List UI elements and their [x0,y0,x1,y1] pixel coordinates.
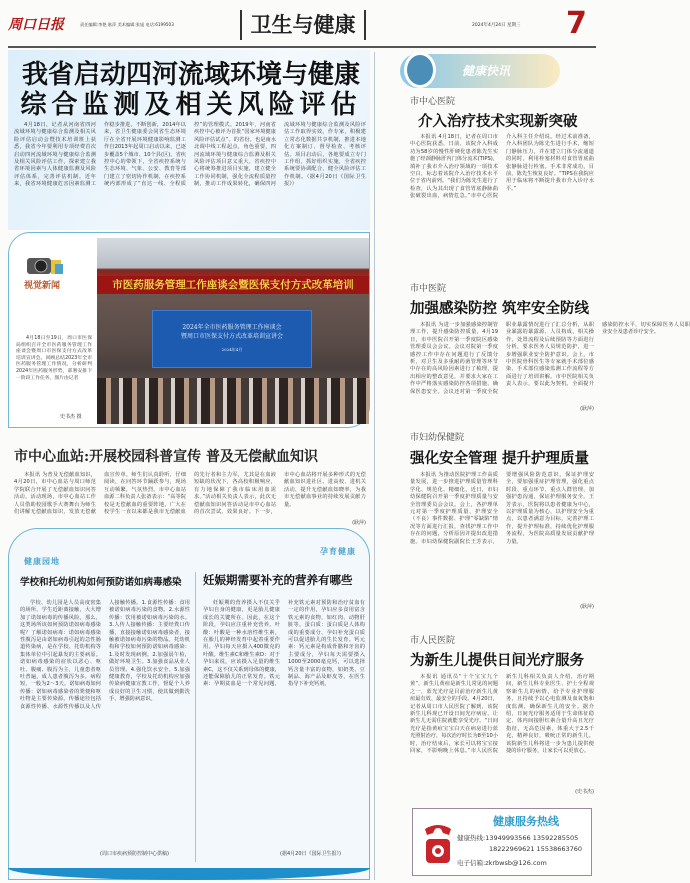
hospital-label: 市人民医院 [410,636,456,646]
hotline-email-label: 电子信箱: [457,859,486,867]
news-author: (耿萍) [580,406,594,412]
hotline-title: 健康服务热线 [493,815,559,828]
editor-credits: 责任编辑:李艳 耿萍 美术编辑:张旭 电话:6199503 [80,22,174,27]
blood-station-headline: 市中心血站:开展校园科普宣传 普及无偿献血知识 [14,449,319,465]
news-body: 本报讯 4月18日，记者在周口市中心医院获悉，日前，该院介入科成功为58岁的慢性肝硬化患者陈先生实施了经颈静脉肝内门体分流术(TIPS)，填补了我市介入治疗领域的一项技术空白，标志着该院介入治疗技术水平位于省内前列。“我们为陈先生进行了检查，认为其出现了食管胃底静脉曲张破裂出血，病情危急。”市中心医院介入科主任介绍说。经过术前准备，介入科团队为陈先生进行手术，缩短门静脉压力，并在建立门体分流通道的同时，利用栓塞材料对食管胃底曲张静脉进行栓塞。手术非常成功，目前，陈先生恢复良好。“TIPS在我院应用于临床将不断提升我市介入诊疗水平。” [410,134,594,200]
lead-article-body: 4月18日，记者从河南省四河流域环境与健康综合监测及相关风险评估启动会暨技术培训班上获悉，我省今年要利用专项经费首次启动四河流域环境与健康综合监测及相关风险评估工作，探索建立我省环境因素与人体健康监测及风险评估体系，完善评估机制。近年来，我省环境健康危害因素监测工作稳步推进。不断创新，2014年以来，省卫生健康委会同省生态环境厅在全省开展环境健康影响监测工作自2013年起周口启动以来，已逐步覆盖5个城市、10个县(区)。省疾控中心的带领下，全省疾控系统与生态环境、气象、公安、教育等部门建立了密切协作机制，在疾控系统内部形成了“直达一线、全程质控”的管理模式。2019年，河南省疾控中心被评为首批“国家环境健康风险评估试点”。的省份。也是南水北调中线工程起点，角色重要，四河流域环境与健康综合监测及相关风险评估项目意义重大。省疾控中心将统筹推进项目实施，建立健全工作协同机制，强化全流程质量控制，推动工作成果转化，确保四河流域环境与健康综合监测及风险评估工作取得实效。作专家，积极建立常态化数据共享机制，推进本地化方案制订、督导检查、考核评估。项目启动后，各地要成立专门工作组，抓好组织实施，全省疾控系统要协调配合，健全风险评估工作机制。（据4月20日《国际卫生报》） [14,122,366,188]
screen-date: 2024年4月 [221,347,243,352]
health-garden-label: 健康园地 [24,557,60,566]
news-headline: 强化安全管理 提升护理质量 [410,450,590,467]
camera-icon [25,252,65,276]
hotline-phone-label: 健康热线: [457,834,486,842]
meeting-photo [97,238,369,424]
lead-headline-line-1: 我省启动四河流域环境与健康 [21,60,360,90]
health-garden-author: (周口市疾病预防控制中心供稿) [100,851,169,857]
screen-line-1: 2024年全市医药服务管理工作座谈会 [182,324,282,331]
page-number: 7 [566,6,587,41]
lead-headline-line-2: 综合监测及相关风险评估 [20,90,362,120]
pregnancy-body: 妊娠期的营养摄入不仅关乎孕妇自身的健康，更是胎儿健康成长的关键所在。因此，在这个阶段，孕妇应注重补充营养。叶酸：叶酸是一种水溶性维生素，在胎儿的神经发育中起着重要作用。孕妇每天应摄入400微克的叶酸。维生素C和维生素D：对于孕妇来说，应该摄入足量的维生素C，这不仅关系到母体的健康，还能保障胎儿的正常发育。铁元素：孕期贫血是一个常见问题，补充铁元素对预防和治疗贫血有一定的作用，孕妇应多食用富含铁元素的食物，如红肉、动物肝脏等。蛋白质：蛋白质是人体构成的重要成分，孕妇补充蛋白质可以促进胎儿的生长发育。钙元素：钙元素是构成骨骼和牙齿的主要成分，孕妇每天需要摄入1000至2000毫克钙，可以选择钙含量丰富的食物，如奶类、豆制品、海产品及虾皮等，在医生指导下补充钙剂。 [203,600,365,688]
doctor-illustration-icon [404,52,436,88]
news-author: (耿萍) [580,604,594,610]
hospital-label: 市妇幼保健院 [410,433,465,443]
health-garden-body: 学校、幼儿园是人员高度密集的场所，学生近距离接触，大大增加了诺如病毒的传播风险。那么，这类场所该如何预防诺如病毒感染呢？了解诺如病毒：诺如病毒感染性腹泻是由诺如病毒引起的急性肠道传染病，是在学校、托幼机构等集体单位中引起暴发的主要病原。诺如病毒感染的症状以恶心、呕吐、腹痛、腹泻为主，儿童患者呕吐普遍，成人患者腹泻为多，病程短，一般为2～3天。诺如病毒如何传播：诺如病毒感染者的粪便和呕吐物是主要传染源。传播途径包括食源性传播、水源性传播以及人传人接触传播。1.食源性传播：食用被诺如病毒污染的食物。2.水源性传播：饮用被诺如病毒污染的水。3.人传人接触传播：主要经粪口传播，直接接触诺如病毒感染者，接触被诺如病毒污染的物品。托幼机构和学校如何预防诺如病毒感染：1.及时发现病例。2.加强晨午检，做好环境卫生。3.加强食品从业人员管理。4.强化饮水安全。5.加强健康教育，学校及托幼机构应加强传染病健康宣教工作，督促个人养成良好的卫生习惯，使其做到勤洗手、增强防病意识。 [20,600,190,710]
newspaper-logo: 周口日报 [8,17,64,33]
column-divider [195,572,196,862]
column-rule [374,52,375,880]
hospital-label: 市中心医院 [410,97,456,107]
hospital-label: 市中医院 [410,284,447,294]
masthead-rule [8,46,596,48]
photo-credit: 史书杰 摄 [60,414,82,420]
hotline-email[interactable]: zkrbwsb@126.com [485,859,547,867]
quick-news-banner: 健康快讯 [400,54,560,88]
audience [97,378,369,424]
telephone-icon [421,821,455,865]
news-body: 本报讯 为推动医院护理工作高质量发展，进一步推进护理质量管理科学化、规范化、精细化，近日，市妇幼保健院召开第一季度护理质量与安全管理委员会会议。会上，各护理单元对第一季度护理质量、护理安全（不良）事件数据、护理“零缺陷”情况等方面进行汇报，查找护理工作中存在的问题，分析原因并提出改进措施。市妇幼保健院副院长王芳表示，要增强风险防范意识，保证护理安全，要加强重症护理管理，强化重点时段、重点环节、重点人群管理，加强护患沟通，保证护理服务安全。王芳表示，医院将以患者健康为中心，以护理质量为核心，以护理安全为重点，以患者满意为目标，完善护理工作，提升护理标准，持续优化护理服务流程，为医院高质量发展贡献护理力量。 [410,472,594,545]
pregnancy-author: (据4月20日《国际卫生报》) [280,851,341,857]
projection-screen [152,310,312,368]
news-body: 本报讯 通讯员“十个宝宝九个黄”，新生儿黄疸是新生儿常见的问题之一，蓝光光疗是目前治疗新生儿黄疸最有效、最安全的手段。4月20日，记者从周口市人民医院了解到，该院新生儿科现已开设日间光疗病房，让新生儿无需住院就能享受光疗。“日间光疗是指黄疸宝宝白天在病房进行蓝光照射治疗，每次治疗时长为8至10小时，治疗结束后，家长可以将宝宝接回家，不影响晚上休息。”市人民医院新生儿科相关负责人介绍，治疗期间，新生儿科专业医生、护士全程观察新生儿的病情，给予专业护理服务，且持续予以心电监测及血氧饱和度监测，确保新生儿的安全。据介绍，日间光疗服务适用于生命体征稳定、体内间接胆红素合量升高且光疗指征，无高危因素，体重大于2.5千克，精神良好，吸吮正常的新生儿。该院新生儿科将进一步为患儿提供便捷的诊疗服务，让家长可以更放心。 [410,674,594,755]
blood-station-body: 本报讯 为普及无偿献血知识，4月20日，市中心血站与周口师范学院联合开展了无偿献血知识问答活动。活动现场，市中心血站工作人员借助校园歌手大赛舞台为师生们讲解无偿献血知识，发放无偿献血宣传单，师生们认真聆听，仔细阅读，在问答环节踊跃参与，现场互动频繁，气氛热烈。市中心血站血源二科负责人张备表示：“高等院校是无偿献血的重要阵地，广大在校学生一直以来都是我市无偿献血的先行者和主力军，尤其是在血液短缺的状况下，各高校积极响应，有力地保障了我市临床用血需求。”活动相关负责人表示，此次无偿献血知识问答活动是市中心血站的首次尝试，效果良好。下一步，市中心血站将开展多种形式的无偿献血知识进社区、进高校、进机关活动，提升无偿献血知晓率，为我市无偿献血事业的持续发展贡献力量。 [14,472,366,516]
blood-station-author: (耿萍) [352,520,366,526]
hotline-phones-2: 18222969621 15538663760 [489,845,583,853]
pregnancy-label: 孕育健康 [320,547,356,556]
meeting-banner: 市医药服务管理工作座谈会暨医保支付方式改革培训 [97,276,369,294]
photo-news-label: 视觉新闻 [24,281,61,291]
news-headline: 加强感染防控 筑牢安全防线 [410,300,590,317]
section-title: 卫生与健康 [240,10,366,40]
news-author: (史书杰) [575,789,594,795]
screen-line-2: 暨周口市医保支付方式改革培训宣讲会 [180,333,283,340]
news-headline: 介入治疗技术实现新突破 [418,113,578,130]
photo-caption: 4月18日至19日，周口市医保局组织召开全市医药服务管理工作座谈会暨周口市医保支付方式改革培训宣讲会。回顾总结2023年全市医药服务管理工作情况，分析研判2024年医药服务形势，部署安排下一阶段工作任务。图片由记者 [16,336,92,381]
issue-date: 2024年4月24日 星期三 [472,23,521,28]
health-garden-headline: 学校和托幼机构如何预防诺如病毒感染 [20,577,182,588]
news-body: 本报讯 为进一步加强感染控制管理工作，提升感染防控质量，4月19日，市中医院召开第一季度院区感染管理委员会会议。会议对院第一季度感控工作中存在问题进行了反馈分析，对卫生及多重耐药菌管理等环节中存在的高风险因素进行了梳理，提出相应的整改意见，并要求大家在工作中严格落实感染防控各项措施，确保医患安全。会议还对第一季度全院职业暴露情况进行了汇总分析，从职业暴露的暴露源、人员构成、相关操作、处置流程及后续预防等方面进行分析，要求医务人员规范防护，进一步增强职业安全防护意识。会上，市中医院骨科医生等专家就手术部位感染、手术部位感染监测工作流程等方面进行了培训讲解。市中医院相关负责人表示，要以此为契机，全面提升感染防控水平，切实保障医务人员职业安全及患者诊疗安全。 [410,322,690,395]
news-headline: 为新生儿提供日间光疗服务 [410,652,584,669]
lead-headline [12,60,370,120]
hotline-phones-1: 13949993566 13592285505 [485,834,579,842]
pregnancy-headline: 妊娠期需要补充的营养有哪些 [203,573,353,587]
health-hotline-box [412,808,592,876]
